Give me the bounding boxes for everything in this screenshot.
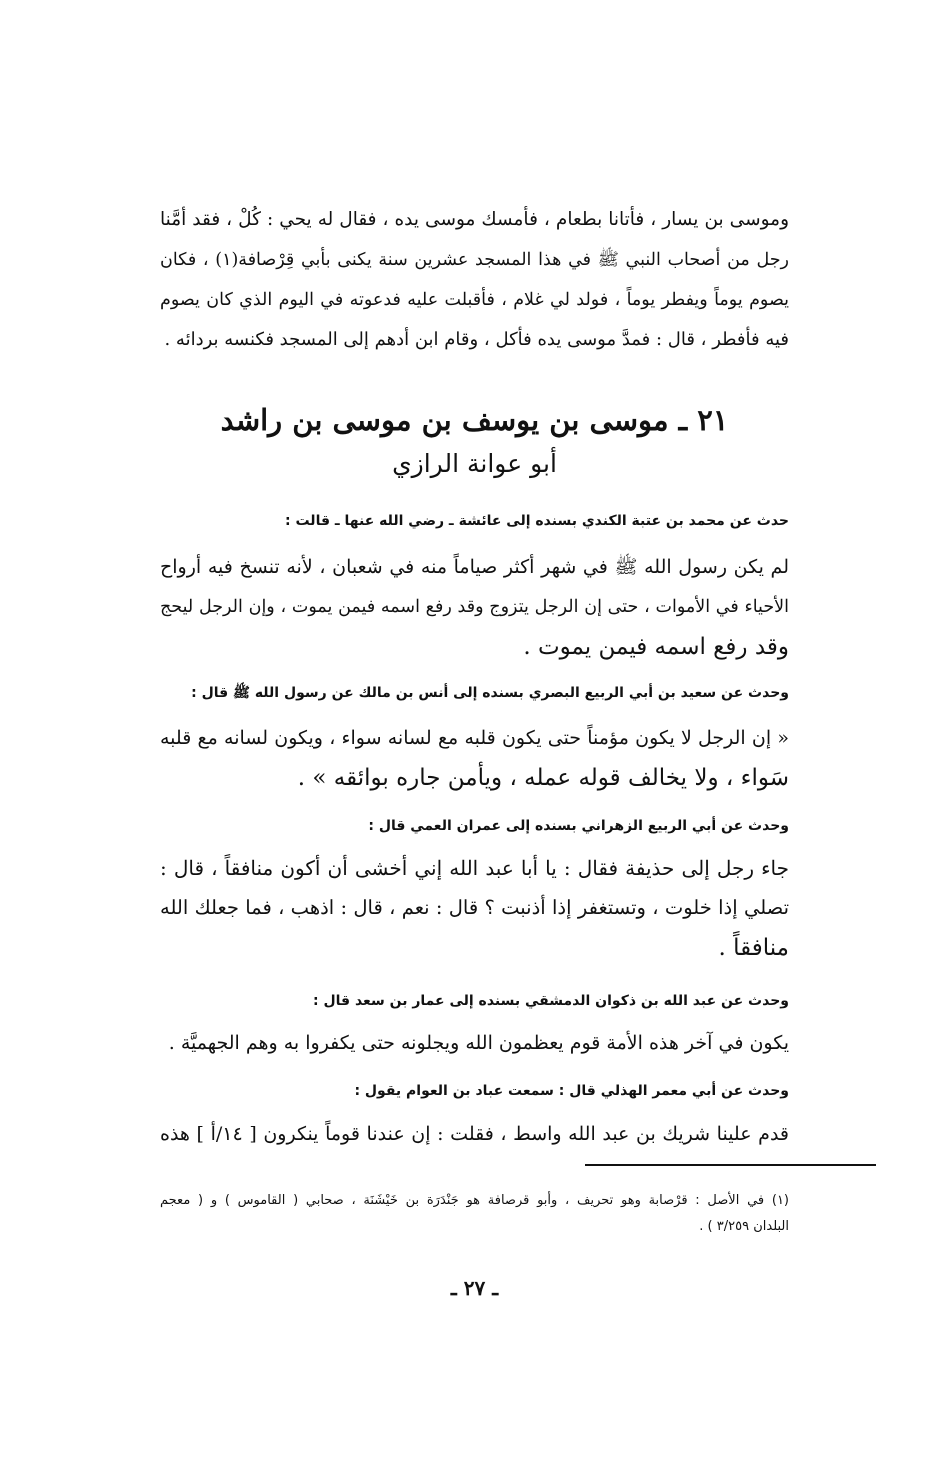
- intro-line: رجل من أصحاب النبي ﷺ في هذا المسجد عشرين سنة يكنى بأبي قِرْصافة(١) ، فكان: [160, 250, 789, 270]
- hadith-text: [160, 1114, 789, 1154]
- hadith-line: منافقاً .: [718, 935, 789, 961]
- intro-paragraph: [160, 200, 789, 360]
- footnote-separator: [585, 1164, 876, 1166]
- hadith-isnad: وحدث عن أبي الربيع الزهراني بسنده إلى عمران العمي قال :: [368, 818, 789, 834]
- hadith-text: [160, 848, 789, 968]
- section-subtitle: أبو عوانة الرازي: [392, 449, 557, 478]
- intro-line: يصوم يوماً ويفطر يوماً ، فولد لي غلام ، فأقبلت عليه فدعوته في اليوم الذي كان يصوم: [160, 290, 789, 310]
- footnote: [160, 1188, 789, 1240]
- hadith-text: [160, 547, 789, 667]
- hadith-isnad: وحدث عن سعيد بن أبي الربيع البصري بسنده إلى أنس بن مالك عن رسول الله ﷺ قال :: [191, 685, 789, 701]
- hadith-isnad: وحدث عن أبي معمر الهذلي قال : سمعت عباد بن العوام يقول :: [354, 1083, 789, 1099]
- hadith-line: « إن الرجل لا يكون مؤمناً حتى يكون قلبه مع لسانه سواء ، ويكون لسانه مع قلبه: [160, 727, 789, 749]
- hadith-line: تصلي إذا خلوت ، وتستغفر إذا أذنبت ؟ قال : نعم ، قال : اذهب ، فما جعلك الله: [160, 896, 790, 919]
- page-number: ـ ٢٧ ـ: [450, 1276, 499, 1300]
- hadith-line: سَواء ، ولا يخالف قوله عمله ، ويأمن جاره بوائقه » .: [297, 765, 789, 791]
- hadith-isnad: وحدث عن عبد الله بن ذكوان الدمشقي بسنده إلى عمار بن سعد قال :: [313, 993, 789, 1009]
- hadith-line: قدم علينا شريك بن عبد الله واسط ، فقلت : إن عندنا قوماً ينكرون [ ١٤/أ ] هذه: [160, 1123, 789, 1145]
- intro-line: فيه فأفطر ، قال : فمدَّ موسى يده فأكل ، وقام ابن أدهم إلى المسجد فكنسه بردائه .: [164, 329, 789, 350]
- hadith-isnad: حدث عن محمد بن عتبة الكندي بسنده إلى عائشة ـ رضي الله عنها ـ قالت :: [285, 513, 789, 529]
- hadith-line: وقد رفع اسمه فيمن يموت .: [523, 634, 789, 660]
- intro-line: وموسى بن يسار ، فأتانا بطعام ، فأمسك موسى يده ، فقال له يحي : كُلْ ، فقد أمَّنا: [160, 209, 789, 230]
- hadith-line: جاء رجل إلى حذيفة فقال : يا أبا عبد الله إني أخشى أن أكون منافقاً ، قال :: [160, 856, 789, 880]
- hadith-line: يكون في آخر هذه الأمة قوم يعظمون الله ويجلونه حتى يكفروا به وهم الجهميَّة .: [168, 1032, 789, 1054]
- footnote-line: (١) في الأصل : قرْصابة وهو تحريف ، وأبو قرصافة هو جَنْدَرَة بن خَيْشَنَة ، صحابي ( القاموس ) و ( معجم: [160, 1193, 789, 1208]
- hadith-text: [160, 718, 789, 798]
- hadith-text: [160, 1023, 789, 1063]
- footnote-line: البلدان ٣/٢٥٩ ) .: [699, 1219, 789, 1234]
- hadith-line: لم يكن رسول الله ﷺ في شهر أكثر صياماً منه في شعبان ، لأنه تنسخ فيه أرواح: [160, 556, 789, 578]
- hadith-line: الأحياء في الأموات ، حتى إن الرجل يتزوج وقد رفع اسمه فيمن يموت ، وإن الرجل ليحج: [160, 597, 789, 617]
- section-title: ٢١ ـ موسى بن يوسف بن موسى بن راشد: [220, 403, 729, 437]
